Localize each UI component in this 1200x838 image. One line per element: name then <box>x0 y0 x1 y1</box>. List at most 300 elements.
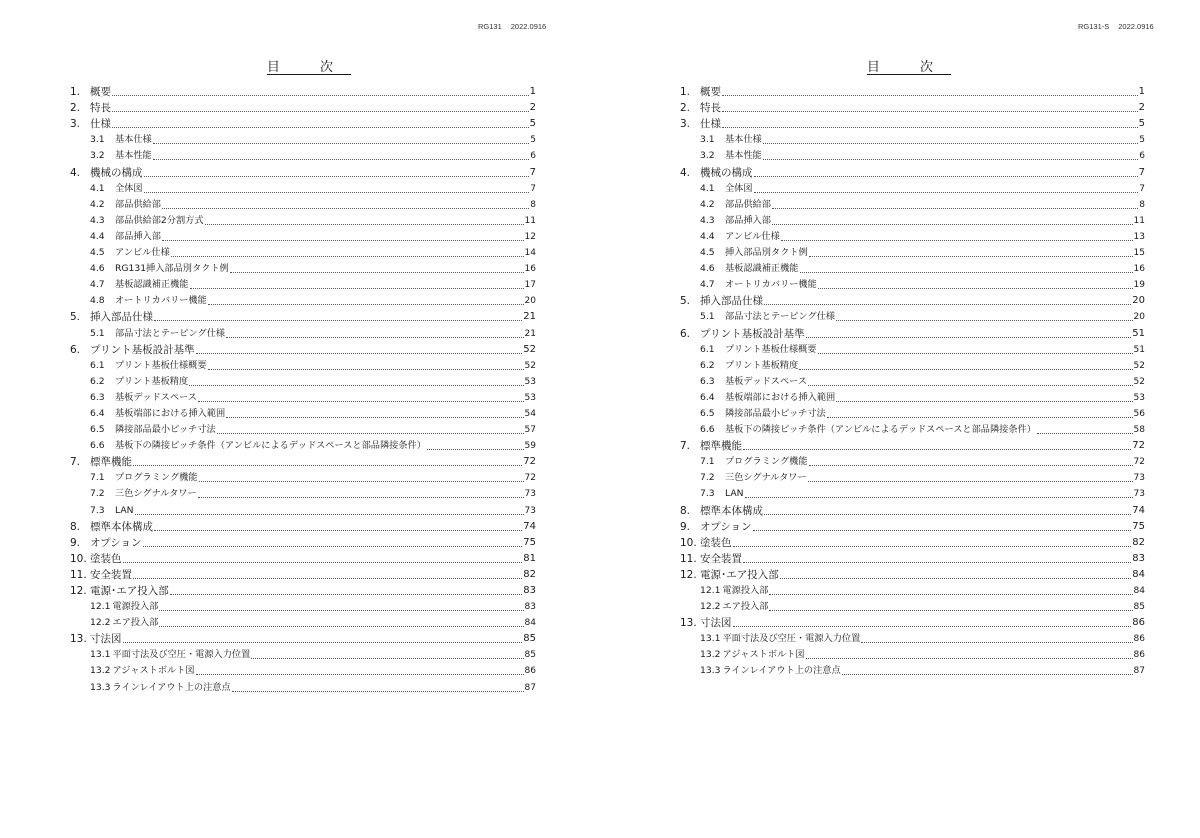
dot-leader <box>733 626 1132 627</box>
toc-subsection-entry[interactable] <box>680 631 1145 647</box>
toc-entry-page-number: 53 <box>1133 392 1145 403</box>
toc-entry-number: 11. <box>70 568 87 581</box>
toc-entry-title: 寸法図 <box>90 633 122 646</box>
toc-entry-number: 12.2 <box>90 617 111 629</box>
toc-entry-title: 概要 <box>90 86 111 99</box>
toc-entry-page-number: 58 <box>1133 425 1145 436</box>
toc-entry-number: 3.1 <box>90 134 105 146</box>
toc-entry-number: 5. <box>680 295 691 308</box>
toc-entry-page-number: 86 <box>1133 634 1145 645</box>
dot-leader <box>780 578 1132 579</box>
toc-entry-page-number: 72 <box>1133 457 1145 468</box>
table-of-contents <box>680 84 1145 679</box>
toc-entry-title: 基本仕様 <box>115 134 152 146</box>
toc-entry-page-number: 72 <box>524 473 536 484</box>
toc-subsection-entry[interactable] <box>70 293 536 309</box>
toc-subsection-entry[interactable] <box>70 438 536 454</box>
toc-subsection-entry[interactable] <box>70 502 536 518</box>
toc-entry-number: 4.2 <box>90 198 105 210</box>
toc-subsection-entry[interactable] <box>680 245 1145 261</box>
toc-entry-title: 基本仕様 <box>725 134 762 146</box>
dot-leader <box>818 353 1133 354</box>
dot-leader <box>827 417 1133 418</box>
toc-entry-page-number: 82 <box>1132 536 1145 548</box>
toc-entry-page-number: 74 <box>523 520 536 532</box>
toc-entry-title: 部品供給部2分割方式 <box>115 214 204 226</box>
dot-leader <box>722 95 1138 96</box>
toc-section-entry[interactable] <box>680 615 1145 631</box>
toc-subsection-entry[interactable] <box>680 422 1145 438</box>
toc-entry-number: 1. <box>70 86 81 99</box>
dot-leader <box>753 530 1132 531</box>
dot-leader <box>809 256 1133 257</box>
toc-entry-number: 10. <box>70 552 87 565</box>
toc-subsection-entry[interactable] <box>70 181 536 197</box>
dot-leader <box>143 546 523 547</box>
toc-entry-number: 5.1 <box>700 311 715 323</box>
document-header <box>1078 22 1154 31</box>
toc-entry-title: ラインレイアウト上の注意点 <box>722 665 841 677</box>
toc-section-entry[interactable] <box>680 84 1145 100</box>
toc-entry-title: エア投入部 <box>112 617 159 629</box>
dot-leader <box>159 610 523 611</box>
toc-subsection-entry[interactable] <box>680 309 1145 325</box>
dot-leader <box>251 658 523 659</box>
dot-leader <box>135 514 524 515</box>
dot-leader <box>772 208 1138 209</box>
toc-subsection-entry[interactable] <box>680 599 1145 615</box>
toc-entry-title: 基本性能 <box>115 150 152 162</box>
toc-entry-page-number: 21 <box>523 311 536 323</box>
toc-entry-page-number: 52 <box>1133 376 1145 387</box>
toc-section-entry[interactable] <box>70 84 536 100</box>
toc-entry-number: 7.3 <box>90 504 105 516</box>
toc-subsection-entry[interactable] <box>680 486 1145 502</box>
toc-subsection-entry[interactable] <box>680 229 1145 245</box>
dot-leader <box>743 449 1131 450</box>
toc-subsection-entry[interactable] <box>680 583 1145 599</box>
dot-leader <box>112 95 529 96</box>
toc-entry-number: 2. <box>680 102 691 115</box>
toc-entry-page-number: 12 <box>524 231 536 242</box>
document-code: RG131-S <box>1078 22 1110 31</box>
toc-section-entry[interactable] <box>70 567 536 583</box>
toc-entry-title: 挿入部品別タクト例 <box>725 247 808 259</box>
document-date: 2022.0916 <box>1118 22 1154 31</box>
toc-entry-number: 7.3 <box>700 488 715 500</box>
toc-subsection-entry[interactable] <box>70 132 536 148</box>
dot-leader <box>836 320 1132 321</box>
toc-entry-number: 12.1 <box>90 601 111 613</box>
toc-subsection-entry[interactable] <box>70 197 536 213</box>
toc-section-entry[interactable] <box>680 116 1145 132</box>
toc-entry-title: 仕様 <box>90 118 111 131</box>
toc-entry-number: 3.1 <box>700 134 715 146</box>
toc-entry-title: 隣接部品最小ピッチ寸法 <box>725 407 826 419</box>
toc-entry-title: 平面寸法及び空圧・電源入力位置 <box>112 649 251 661</box>
toc-entry-title: 部品供給部 <box>725 198 771 210</box>
toc-entry-number: 4.3 <box>90 214 105 226</box>
dot-leader <box>154 320 522 321</box>
toc-entry-page-number: 52 <box>524 360 536 371</box>
toc-entry-page-number: 1 <box>529 86 536 98</box>
toc-subsection-entry[interactable] <box>70 679 536 695</box>
toc-entry-title: 寸法図 <box>700 617 732 630</box>
toc-entry-title: RG131挿入部品別タクト例 <box>115 263 229 275</box>
toc-entry-title: アジャストボルト図 <box>722 649 805 661</box>
toc-entry-title: 電源投入部 <box>722 585 769 596</box>
dot-leader <box>763 143 1139 144</box>
toc-entry-page-number: 7 <box>530 183 536 194</box>
toc-entry-page-number: 5 <box>529 118 536 130</box>
toc-subsection-entry[interactable] <box>680 470 1145 486</box>
dot-leader <box>764 514 1131 515</box>
toc-entry-title: オプション <box>700 520 752 533</box>
dot-leader <box>112 127 529 128</box>
toc-entry-title: プログラミング機能 <box>725 456 808 468</box>
toc-section-entry[interactable] <box>680 325 1145 341</box>
toc-entry-page-number: 19 <box>1133 280 1145 291</box>
toc-section-entry[interactable] <box>70 454 536 470</box>
toc-entry-number: 7.2 <box>90 488 105 500</box>
toc-entry-page-number: 8 <box>1139 199 1145 210</box>
toc-subsection-entry[interactable] <box>680 454 1145 470</box>
toc-subsection-entry[interactable] <box>70 148 536 164</box>
toc-subsection-entry[interactable] <box>70 374 536 390</box>
dot-leader <box>217 433 524 434</box>
toc-entry-title: 基板認識補正機能 <box>115 279 189 291</box>
toc-entry-page-number: 54 <box>524 408 536 419</box>
toc-entry-title: プリント基板仕様概要 <box>115 359 207 371</box>
toc-entry-title: 安全装置 <box>700 552 742 565</box>
toc-entry-page-number: 81 <box>523 552 536 564</box>
toc-entry-page-number: 86 <box>524 666 536 677</box>
toc-entry-page-number: 6 <box>1139 151 1145 162</box>
toc-entry-page-number: 21 <box>524 328 536 339</box>
toc-entry-page-number: 16 <box>524 264 536 275</box>
dot-leader <box>754 192 1139 193</box>
toc-entry-title: プリント基板精度 <box>115 375 189 387</box>
toc-section-entry[interactable] <box>680 293 1145 309</box>
toc-entry-title: 電源･エア投入部 <box>90 585 169 597</box>
toc-entry-page-number: 11 <box>524 215 536 226</box>
toc-entry-page-number: 72 <box>523 456 536 468</box>
toc-entry-number: 7. <box>680 440 691 453</box>
toc-subsection-entry[interactable] <box>70 406 536 422</box>
toc-subsection-entry[interactable] <box>70 599 536 615</box>
toc-entry-title: 全体図 <box>725 182 753 194</box>
toc-section-entry[interactable] <box>680 567 1145 583</box>
toc-entry-number: 4.7 <box>90 279 105 291</box>
dot-leader <box>808 481 1133 482</box>
toc-entry-number: 4.1 <box>90 182 105 194</box>
dot-leader <box>198 497 524 498</box>
toc-subsection-entry[interactable] <box>680 181 1145 197</box>
toc-entry-number: 12.2 <box>700 601 721 613</box>
toc-entry-number: 9. <box>680 520 691 533</box>
toc-entry-title: 挿入部品仕様 <box>700 295 763 308</box>
dot-leader <box>818 288 1133 289</box>
toc-entry-page-number: 84 <box>524 618 536 629</box>
toc-entry-title: 電源投入部 <box>112 601 159 613</box>
dot-leader <box>112 111 529 112</box>
toc-entry-title: 部品供給部 <box>115 198 161 210</box>
toc-section-entry[interactable] <box>680 519 1145 535</box>
toc-entry-title: 基板認識補正機能 <box>725 263 799 275</box>
dot-leader <box>144 176 529 177</box>
toc-subsection-entry[interactable] <box>70 390 536 406</box>
toc-entry-number: 4.4 <box>700 230 715 242</box>
toc-entry-title: ラインレイアウト上の注意点 <box>112 681 231 693</box>
toc-entry-page-number: 53 <box>524 376 536 387</box>
toc-entry-page-number: 83 <box>523 585 536 596</box>
toc-entry-number: 13.2 <box>90 665 111 677</box>
toc-section-entry[interactable] <box>70 342 536 358</box>
toc-section-entry[interactable] <box>70 164 536 180</box>
toc-entry-title: プログラミング機能 <box>115 472 198 484</box>
toc-subsection-entry[interactable] <box>680 213 1145 229</box>
toc-subsection-entry[interactable] <box>680 663 1145 679</box>
toc-entry-number: 8. <box>680 504 691 517</box>
dot-leader <box>764 304 1131 305</box>
toc-entry-number: 8. <box>70 520 81 533</box>
toc-section-entry[interactable] <box>70 309 536 325</box>
toc-entry-number: 4.8 <box>90 295 105 307</box>
dot-leader <box>153 159 530 160</box>
toc-entry-number: 4.4 <box>90 230 105 242</box>
dot-leader <box>836 401 1132 402</box>
dot-leader <box>722 111 1138 112</box>
dot-leader <box>743 562 1131 563</box>
toc-entry-title: 三色シグナルタワー <box>725 472 807 484</box>
dot-leader <box>198 401 524 402</box>
toc-entry-number: 13.2 <box>700 649 721 661</box>
toc-entry-title: 塗装色 <box>90 552 122 565</box>
toc-section-entry[interactable] <box>680 438 1145 454</box>
toc-section-entry[interactable] <box>70 100 536 116</box>
dot-leader <box>171 256 524 257</box>
toc-entry-page-number: 75 <box>523 536 536 548</box>
toc-entry-page-number: 53 <box>524 392 536 403</box>
toc-subsection-entry[interactable] <box>680 132 1145 148</box>
toc-entry-page-number: 86 <box>1133 650 1145 661</box>
toc-entry-title: アンビル仕様 <box>725 230 780 242</box>
dot-leader <box>170 594 523 595</box>
toc-entry-title: 部品挿入部 <box>725 214 771 226</box>
toc-entry-number: 6.3 <box>700 375 715 387</box>
toc-entry-number: 13. <box>70 633 87 646</box>
toc-entry-title: 概要 <box>700 86 721 99</box>
toc-entry-number: 4.2 <box>700 198 715 210</box>
page-title <box>600 56 1200 75</box>
toc-entry-page-number: 51 <box>1133 344 1145 355</box>
dot-leader <box>769 594 1132 595</box>
toc-entry-number: 7.1 <box>90 472 105 484</box>
dot-leader <box>800 272 1133 273</box>
toc-entry-number: 13.3 <box>700 665 721 677</box>
toc-section-entry[interactable] <box>680 100 1145 116</box>
toc-entry-title: 特長 <box>700 102 721 115</box>
toc-subsection-entry[interactable] <box>680 342 1145 358</box>
dot-leader <box>806 337 1132 338</box>
toc-subsection-entry[interactable] <box>680 374 1145 390</box>
toc-entry-number: 12. <box>680 568 697 581</box>
toc-entry-number: 2. <box>70 102 81 115</box>
dot-leader <box>159 626 523 627</box>
toc-entry-page-number: 13 <box>1133 231 1145 242</box>
toc-entry-title: 塗装色 <box>700 536 732 549</box>
toc-entry-number: 12. <box>70 585 87 597</box>
dot-leader <box>196 353 523 354</box>
toc-section-entry[interactable] <box>680 502 1145 518</box>
toc-entry-number: 6.5 <box>90 424 105 436</box>
toc-entry-title: オプション <box>90 536 142 549</box>
toc-section-entry[interactable] <box>70 519 536 535</box>
toc-entry-title: 基板下の隣接ピッチ条件（アンビルによるデッドスペースと部品隣接条件） <box>725 424 1036 436</box>
table-of-contents <box>70 84 536 696</box>
toc-entry-number: 4.3 <box>700 214 715 226</box>
toc-subsection-entry[interactable] <box>680 197 1145 213</box>
toc-subsection-entry[interactable] <box>70 213 536 229</box>
page-title-text: 目 次 <box>266 60 352 75</box>
toc-entry-title: 部品寸法とテーピング仕様 <box>725 311 836 323</box>
toc-entry-page-number: 16 <box>1133 264 1145 275</box>
toc-section-entry[interactable] <box>70 116 536 132</box>
dot-leader <box>781 240 1133 241</box>
toc-subsection-entry[interactable] <box>680 148 1145 164</box>
dot-leader <box>772 224 1133 225</box>
toc-entry-number: 4.7 <box>700 279 715 291</box>
toc-subsection-entry[interactable] <box>70 486 536 502</box>
toc-entry-number: 6.4 <box>700 391 715 403</box>
toc-entry-number: 3.2 <box>90 150 105 162</box>
document-header <box>478 22 546 31</box>
toc-entry-page-number: 20 <box>524 296 536 307</box>
toc-subsection-entry[interactable] <box>680 647 1145 663</box>
toc-subsection-entry[interactable] <box>680 277 1145 293</box>
toc-entry-page-number: 20 <box>1133 312 1145 323</box>
dot-leader <box>799 369 1132 370</box>
toc-entry-title: 標準本体構成 <box>700 504 763 517</box>
toc-entry-title: 全体図 <box>115 182 143 194</box>
toc-subsection-entry[interactable] <box>680 261 1145 277</box>
toc-subsection-entry[interactable] <box>70 470 536 486</box>
toc-section-entry[interactable] <box>680 535 1145 551</box>
document-date: 2022.0916 <box>510 22 547 31</box>
toc-section-entry[interactable] <box>70 631 536 647</box>
toc-entry-number: 6.6 <box>700 424 715 436</box>
toc-entry-number: 6. <box>70 343 81 356</box>
toc-entry-number: 10. <box>680 536 697 549</box>
toc-entry-number: 1. <box>680 86 691 99</box>
toc-entry-number: 3. <box>680 118 691 131</box>
toc-entry-page-number: 84 <box>1132 568 1145 580</box>
toc-entry-title: 三色シグナルタワー <box>115 488 197 500</box>
toc-subsection-entry[interactable] <box>70 422 536 438</box>
toc-entry-title: 標準機能 <box>90 456 132 469</box>
toc-subsection-entry[interactable] <box>70 261 536 277</box>
toc-section-entry[interactable] <box>70 535 536 551</box>
dot-leader <box>232 691 524 692</box>
toc-entry-number: 4.5 <box>90 247 105 259</box>
dot-leader <box>205 224 524 225</box>
toc-entry-page-number: 84 <box>1133 586 1145 596</box>
toc-entry-page-number: 11 <box>1133 215 1145 226</box>
toc-entry-number: 6.3 <box>90 391 105 403</box>
toc-entry-page-number: 83 <box>524 602 536 613</box>
toc-entry-title: 基板端部における挿入範囲 <box>115 407 226 419</box>
dot-leader <box>763 159 1139 160</box>
page-title-text: 目 次 <box>866 60 952 75</box>
toc-entry-number: 7. <box>70 456 81 469</box>
toc-section-entry[interactable] <box>680 551 1145 567</box>
dot-leader <box>230 272 524 273</box>
toc-section-entry[interactable] <box>70 551 536 567</box>
toc-entry-page-number: 52 <box>523 343 536 355</box>
toc-entry-page-number: 5 <box>530 135 536 146</box>
toc-entry-number: 4.6 <box>90 263 105 275</box>
toc-entry-title: オートリカバリー機能 <box>725 279 817 291</box>
toc-entry-title: 仕様 <box>700 118 721 131</box>
toc-subsection-entry[interactable] <box>70 358 536 374</box>
toc-subsection-entry[interactable] <box>70 325 536 341</box>
toc-section-entry[interactable] <box>680 164 1145 180</box>
toc-entry-title: 挿入部品仕様 <box>90 311 153 324</box>
dot-leader <box>123 642 523 643</box>
toc-entry-number: 13.1 <box>700 633 721 645</box>
dot-leader <box>144 192 530 193</box>
toc-subsection-entry[interactable] <box>680 358 1145 374</box>
toc-subsection-entry[interactable] <box>70 245 536 261</box>
dot-leader <box>196 674 524 675</box>
toc-entry-number: 4. <box>70 166 81 179</box>
dot-leader <box>133 578 522 579</box>
toc-entry-page-number: 86 <box>1132 617 1145 629</box>
toc-entry-page-number: 52 <box>1133 360 1145 371</box>
toc-entry-title: 機械の構成 <box>700 166 753 179</box>
toc-entry-page-number: 57 <box>524 425 536 436</box>
dot-leader <box>809 465 1133 466</box>
toc-subsection-entry[interactable] <box>680 406 1145 422</box>
dot-leader <box>808 385 1133 386</box>
toc-entry-page-number: 73 <box>1133 473 1145 484</box>
dot-leader <box>722 127 1138 128</box>
toc-subsection-entry[interactable] <box>70 277 536 293</box>
toc-entry-title: 基板端部における挿入範囲 <box>725 391 836 403</box>
toc-entry-number: 9. <box>70 536 81 549</box>
toc-entry-page-number: 51 <box>1132 327 1145 339</box>
toc-subsection-entry[interactable] <box>680 390 1145 406</box>
toc-subsection-entry[interactable] <box>70 615 536 631</box>
dot-leader <box>861 642 1132 643</box>
toc-entry-number: 6.6 <box>90 440 105 452</box>
toc-entry-title: 基本性能 <box>725 150 762 162</box>
toc-subsection-entry[interactable] <box>70 229 536 245</box>
dot-leader <box>189 385 523 386</box>
toc-entry-title: アジャストボルト図 <box>112 665 195 677</box>
toc-entry-number: 13. <box>680 617 697 630</box>
toc-entry-page-number: 75 <box>1132 520 1145 532</box>
dot-leader <box>208 304 524 305</box>
toc-entry-number: 6.2 <box>700 359 715 371</box>
toc-entry-page-number: 7 <box>529 166 536 178</box>
toc-entry-number: 4. <box>680 166 691 179</box>
toc-section-entry[interactable] <box>70 583 536 599</box>
dot-leader <box>226 417 523 418</box>
toc-subsection-entry[interactable] <box>70 647 536 663</box>
toc-subsection-entry[interactable] <box>70 663 536 679</box>
dot-leader <box>754 176 1138 177</box>
